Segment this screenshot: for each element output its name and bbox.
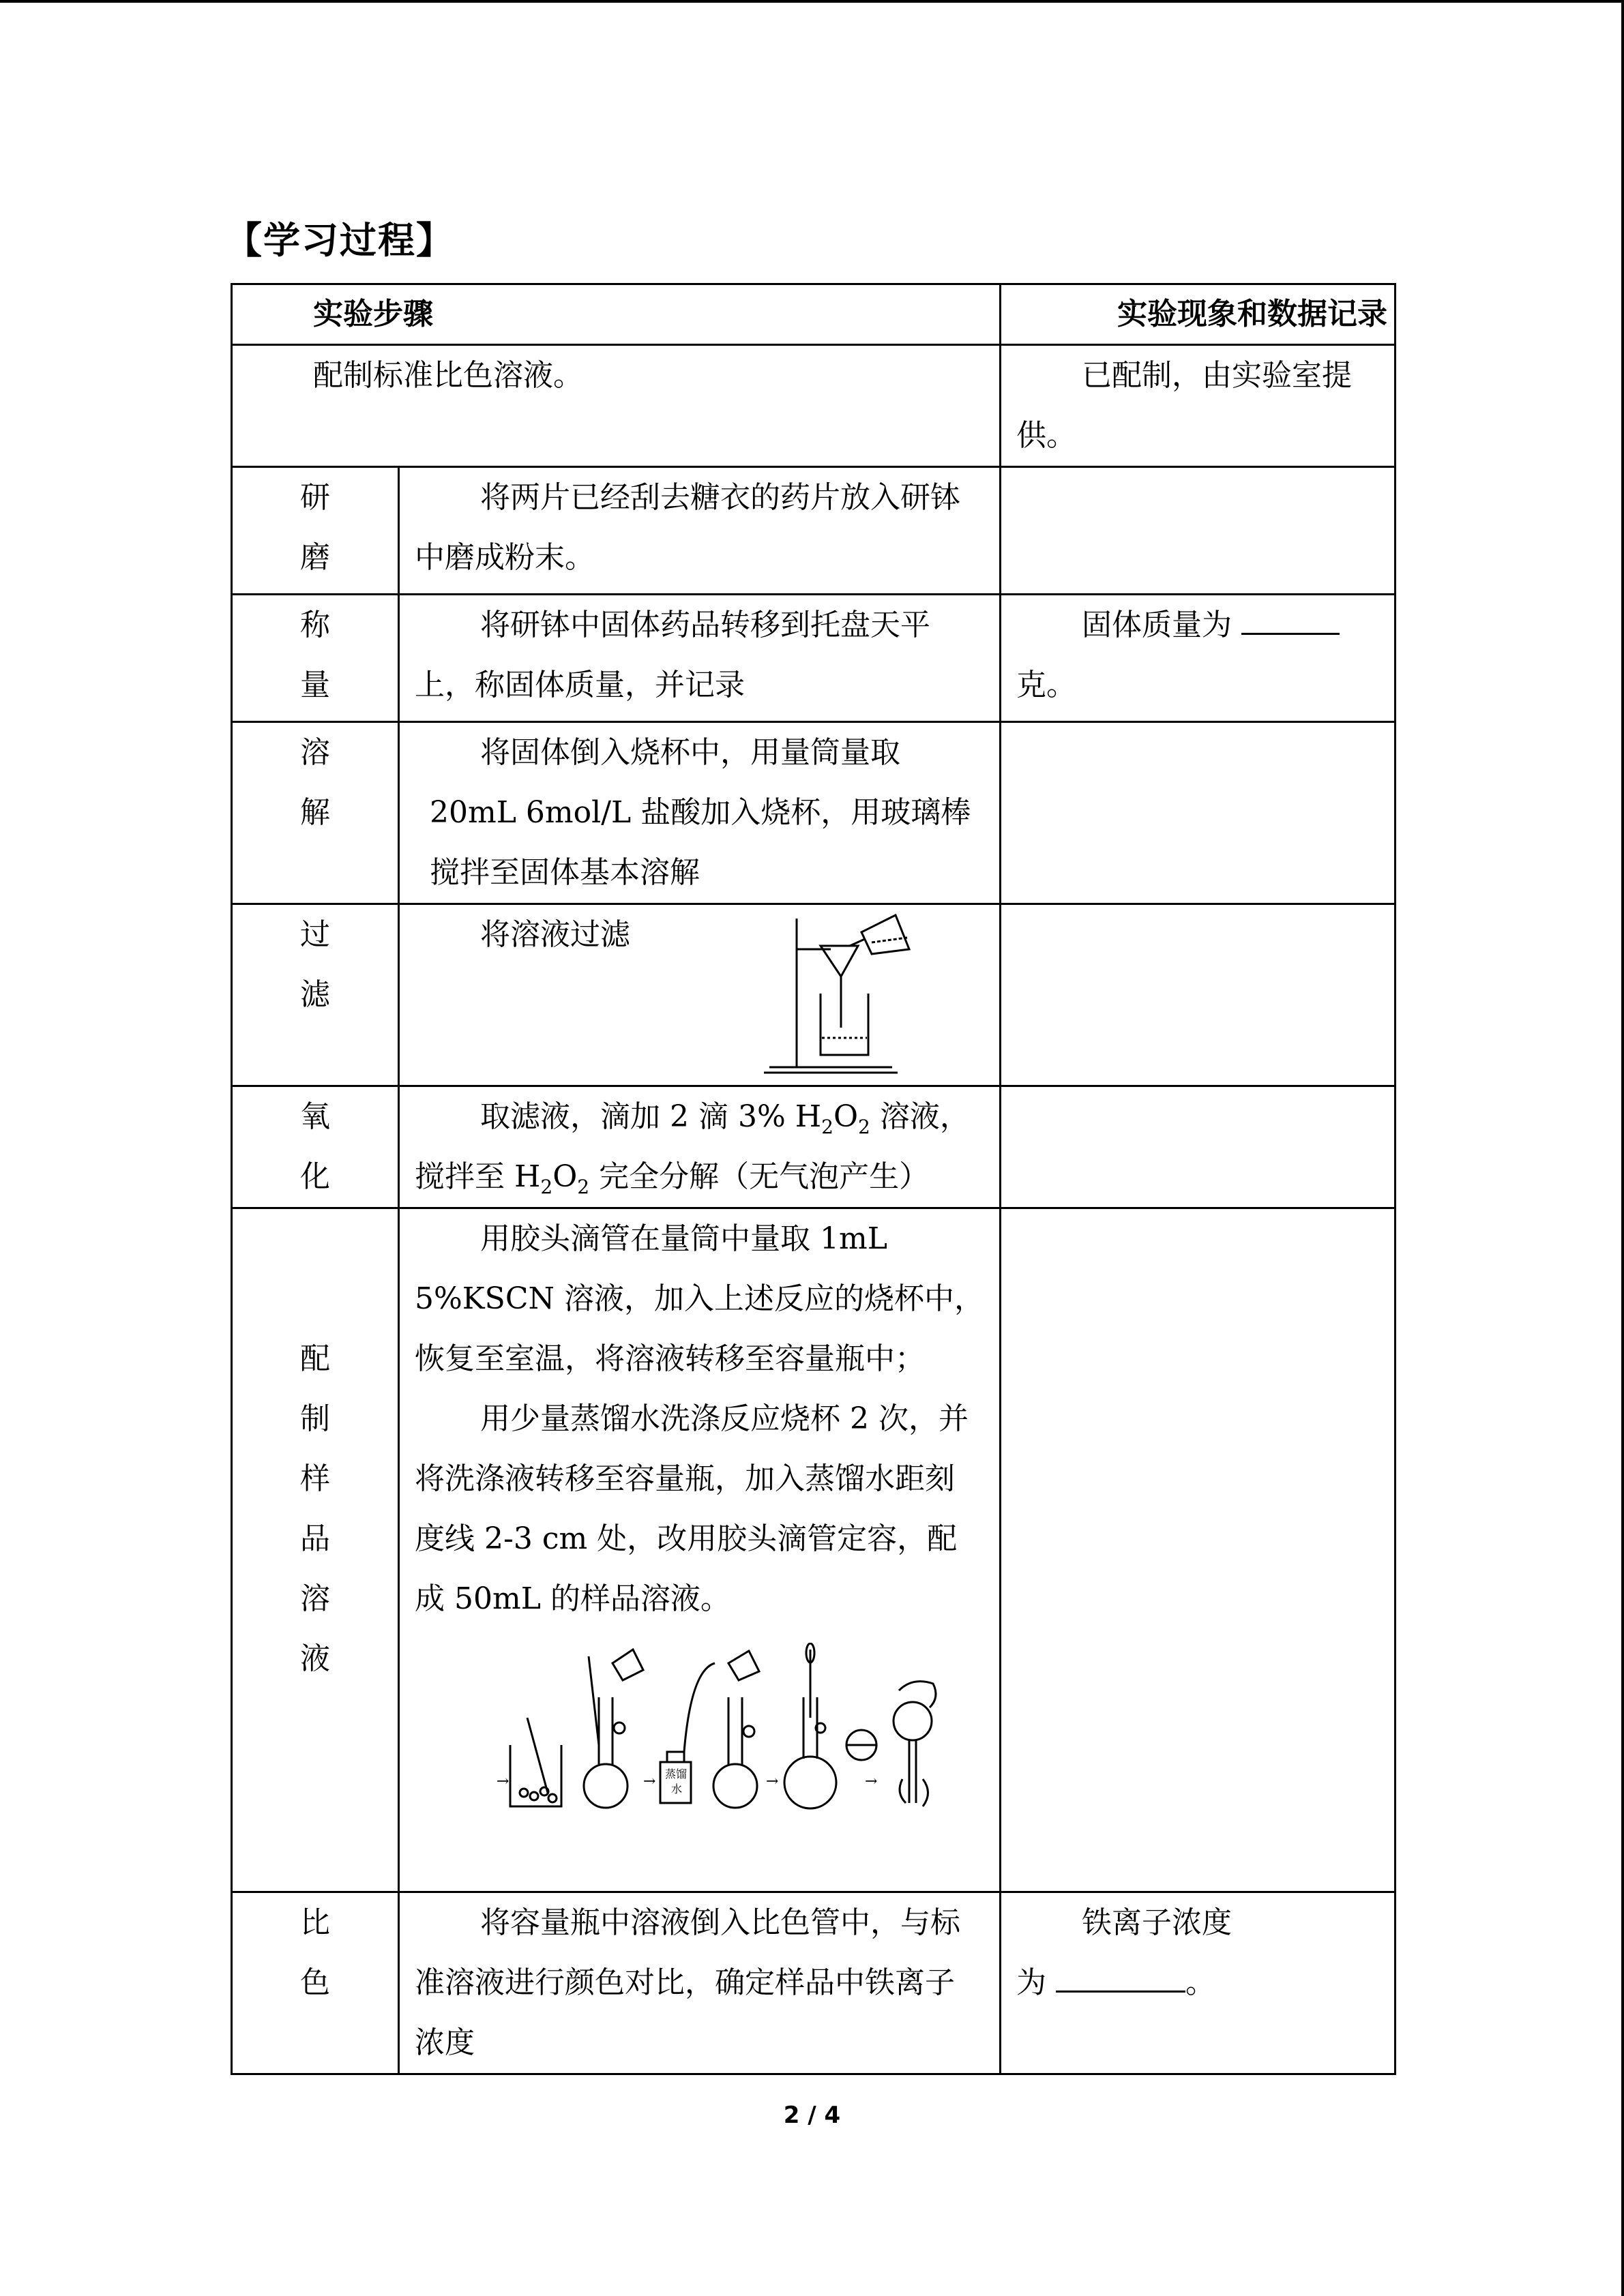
subscript: 2 [858, 1115, 870, 1138]
label-char: 量 [300, 668, 330, 702]
table-row-grind [232, 467, 1396, 595]
label-char: 化 [300, 1159, 330, 1194]
oxidize-text: 取滤液，滴加 2 滴 3% H [480, 1099, 822, 1134]
label-char: 研 [300, 480, 330, 515]
header-observation: 实验现象和数据记录 [1001, 284, 1396, 345]
obs-compare-line2 [1016, 1953, 1379, 2013]
step-prepare-sample-para2: 用少量蒸馏水洗涤反应烧杯 2 次，并将洗涤液转移至容量瓶，加入蒸馏水距刻度线 2-3 cm 处，改用胶头滴管定容，配成 50mL 的样品溶液。 [415, 1401, 969, 1616]
table-row-filter [232, 904, 1396, 1086]
label-weigh [232, 595, 399, 722]
mass-blank[interactable] [1241, 606, 1340, 635]
label-compare [232, 1892, 399, 2074]
label-oxidize [232, 1086, 399, 1208]
label-char: 比 [300, 1905, 330, 1940]
label-char: 配 [300, 1341, 330, 1376]
label-grind [232, 467, 399, 595]
table-row-oxidize [232, 1086, 1396, 1208]
table-header-row [232, 284, 1396, 345]
step-filter [399, 904, 1001, 1086]
svg-text:蒸馏: 蒸馏 [665, 1768, 688, 1780]
obs-dissolve [1001, 722, 1396, 904]
oxidize-text: 溶液，搅拌至 H [415, 1099, 970, 1194]
label-char: 品 [300, 1521, 330, 1556]
filtration-apparatus-figure [756, 912, 913, 1075]
label-char: 样 [300, 1461, 330, 1496]
obs-weigh [1001, 595, 1396, 722]
subscript: 2 [540, 1175, 553, 1198]
step-oxidize [399, 1086, 1001, 1208]
obs-weigh-prefix: 固体质量为 [1082, 608, 1232, 642]
page-border-right [1621, 0, 1624, 2296]
oxidize-text: O [552, 1159, 578, 1194]
obs-compare-prefix: 为 [1016, 1965, 1046, 2000]
obs-filter [1001, 904, 1396, 1086]
label-char: 氧 [300, 1099, 330, 1134]
label-char: 磨 [300, 540, 330, 575]
obs-oxidize [1001, 1086, 1396, 1208]
label-filter [232, 904, 399, 1086]
label-char: 过 [300, 917, 330, 952]
svg-text:→: → [497, 1773, 510, 1790]
subscript: 2 [821, 1115, 833, 1138]
step-dissolve [399, 722, 1001, 904]
oxidize-text: 完全分解（无气泡产生） [589, 1159, 930, 1194]
svg-text:→: → [766, 1773, 779, 1790]
step-dissolve-line2: 20mL 6mol/L 盐酸加入烧杯，用玻璃棒搅拌至固体基本溶解 [430, 795, 971, 890]
obs-grind [1001, 467, 1396, 595]
obs-compare [1001, 1892, 1396, 2074]
label-char: 溶 [300, 1581, 330, 1616]
table-row-prepare-sample [232, 1208, 1396, 1892]
label-char: 称 [300, 608, 330, 642]
label-char: 滤 [300, 977, 330, 1012]
step-dissolve-line1: 将固体倒入烧杯中，用量筒量取 [480, 735, 900, 770]
table-row-compare [232, 1892, 1396, 2074]
header-step: 实验步骤 [232, 284, 1001, 345]
obs-compare-suffix: 。 [1185, 1965, 1215, 2000]
page-border-top [0, 0, 1624, 3]
label-char: 溶 [300, 735, 330, 770]
table-row-dissolve [232, 722, 1396, 904]
procedure-table [231, 283, 1396, 2075]
step-prepare-sample [399, 1208, 1001, 1892]
label-char: 解 [300, 795, 330, 830]
page-number: 2 / 4 [783, 2102, 841, 2129]
step-weigh: 将研钵中固体药品转移到托盘天平上，称固体质量，并记录 [399, 595, 1001, 722]
svg-text:→: → [865, 1773, 878, 1790]
step-filter-text: 将溶液过滤 [480, 917, 630, 952]
label-char: 制 [300, 1401, 330, 1436]
svg-text:→: → [643, 1773, 656, 1790]
label-char: 色 [300, 1965, 330, 2000]
solution-preparation-figure [497, 1643, 947, 1813]
table-row-weigh [232, 595, 1396, 722]
obs-weigh-suffix: 克。 [1016, 668, 1076, 702]
obs-prepare-standard: 已配制，由实验室提供。 [1001, 345, 1396, 467]
step-compare: 将容量瓶中溶液倒入比色管中，与标准溶液进行颜色对比，确定样品中铁离子浓度 [399, 1892, 1001, 2074]
step-prepare-sample-para1: 用胶头滴管在量筒中量取 1mL 5%KSCN 溶液，加入上述反应的烧杯中，恢复至室温，将溶液转移至容量瓶中； [415, 1221, 984, 1376]
step-prepare-standard: 配制标准比色溶液。 [232, 345, 1001, 467]
subscript: 2 [577, 1175, 590, 1198]
svg-text:水: 水 [671, 1783, 683, 1795]
section-heading: 【学习过程】 [225, 219, 454, 262]
concentration-blank[interactable] [1056, 1963, 1185, 1993]
label-dissolve [232, 722, 399, 904]
label-prepare-sample [232, 1208, 399, 1892]
label-char: 液 [300, 1641, 330, 1676]
water-bottle-label [665, 1768, 687, 1795]
obs-prepare-sample [1001, 1208, 1396, 1892]
obs-compare-line1: 铁离子浓度 [1082, 1905, 1232, 1940]
step-grind: 将两片已经刮去糖衣的药片放入研钵中磨成粉末。 [399, 467, 1001, 595]
table-row-prepare-standard [232, 345, 1396, 467]
oxidize-text: O [833, 1099, 859, 1134]
